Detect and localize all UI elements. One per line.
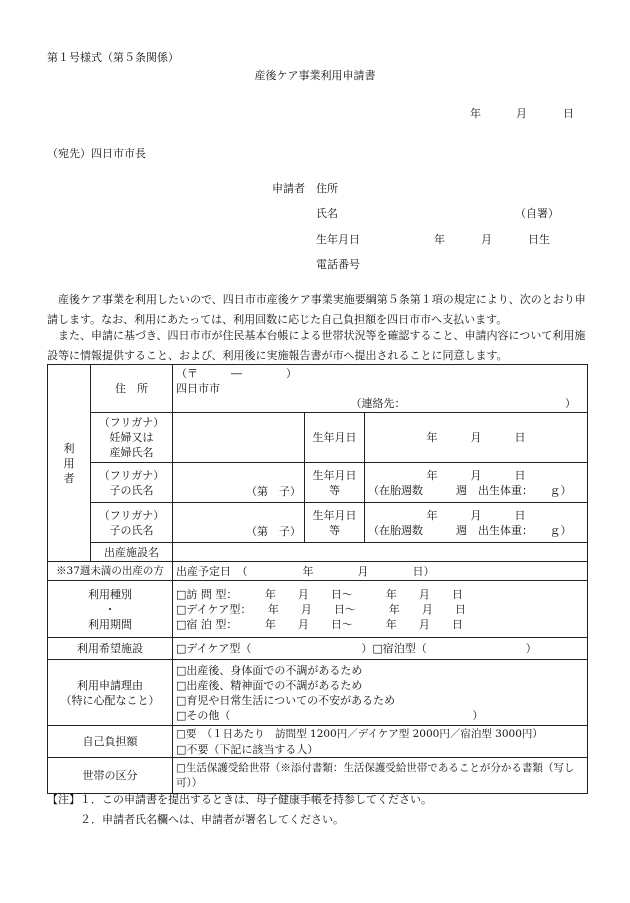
birth-facility-label: 出産施設名: [91, 543, 173, 562]
applicant-phone-label: 電話番号: [316, 258, 360, 271]
child1-birth-label: 生年月日 等: [305, 463, 365, 503]
application-table: [47, 364, 588, 794]
fee-not-required-checkbox[interactable]: □不要（下記に該当する人）: [176, 742, 319, 756]
contact-field: （連絡先： ）: [350, 397, 577, 410]
applicant-birth-day: 日生: [528, 233, 550, 246]
agreement-paragraph-2: また、申請に基づき、四日市市が住民基本台帳による世帯状況等を確認すること、申請内容について利用施設等に情報提供すること、および、利用後に実施報告書が市へ提出されることに同意します。: [47, 329, 586, 362]
due-date-field[interactable]: 出産予定日 （ 年 月 日）: [173, 562, 588, 581]
mother-birth-label: 生年月日: [305, 413, 365, 463]
household-label: 世帯の区分: [48, 758, 173, 794]
city-name: 四日市市: [176, 382, 220, 395]
applicant-name-label: 氏名: [316, 207, 338, 220]
addressee: （宛先）四日市市長: [47, 147, 146, 160]
fee-label: 自己負担額: [48, 726, 173, 758]
child1-name-label: （フリガナ） 子の氏名: [91, 463, 173, 503]
reason-anxiety-checkbox[interactable]: □育児や日常生活についての不安があるため: [176, 693, 396, 707]
date-month: 月: [516, 107, 527, 120]
child2-gestation: （在胎週数 週 出生体重： ｇ）: [368, 523, 572, 537]
address-label: 住 所: [91, 365, 173, 413]
page-title: 産後ケア事業利用申請書: [254, 69, 376, 82]
note-2: ２．申請者氏名欄へは、申請者が署名してください。: [47, 813, 344, 826]
applicant-label: 申請者: [272, 182, 305, 195]
reason-physical-checkbox[interactable]: □出産後、身体面での不調があるため: [176, 663, 363, 677]
fee-required-checkbox[interactable]: □要 （１日あたり 訪問型 1200円／デイケア型 2000円／宿泊型 3000円）: [176, 727, 543, 740]
mother-name-cell[interactable]: [173, 413, 305, 463]
user-label: [48, 365, 91, 562]
child1-birth-date: 年 月 日: [426, 468, 526, 482]
usage-type-cell: [173, 581, 588, 638]
child2-birth-cell[interactable]: [365, 503, 588, 543]
visit-type-checkbox[interactable]: □訪 問 型： 年 月 日～ 年 月 日: [176, 587, 463, 601]
date-year: 年: [470, 107, 481, 120]
preferred-facility-label: 利用希望施設: [48, 638, 173, 660]
child2-birth-label: 生年月日 等: [305, 503, 365, 543]
form-number: 第１号様式（第５条関係）: [47, 51, 179, 64]
child1-birth-cell[interactable]: [365, 463, 588, 503]
child1-gestation: （在胎週数 週 出生体重： ｇ）: [368, 483, 572, 497]
reason-label: 利用申請理由 （特に心配なこと）: [48, 660, 173, 726]
applicant-birth-month: 月: [481, 233, 492, 246]
signature-note: （自署）: [515, 207, 559, 220]
reason-other-checkbox[interactable]: □その他（ ）: [176, 708, 484, 722]
child2-name-label: （フリガナ） 子の氏名: [91, 503, 173, 543]
household-checkbox[interactable]: □生活保護受給世帯（※添付書類：生活保護受給世帯であることが分かる書類（写し可））: [173, 758, 588, 794]
stay-type-checkbox[interactable]: □宿 泊 型： 年 月 日～ 年 月 日: [176, 617, 463, 631]
before-37-weeks-label: ※37週未満の出産の方: [48, 562, 173, 581]
note-1: 【注】１．この申請書を提出するときは、母子健康手帳を持参してください。: [47, 793, 432, 806]
daycare-type-checkbox[interactable]: □デイケア型： 年 月 日～ 年 月 日: [176, 602, 466, 616]
applicant-birth-label: 生年月日: [316, 233, 360, 246]
user-label-text: 利 用 者: [63, 441, 75, 485]
fee-cell: [173, 726, 588, 758]
usage-type-label: 利用種別 ・ 利用期間: [48, 581, 173, 638]
mother-birth-date[interactable]: 年 月 日: [365, 413, 588, 463]
agreement-paragraph-1: 産後ケア事業を利用したいので、四日市市産後ケア事業実施要綱第５条第１項の規定により、次のとおり申請します。なお、利用にあたっては、利用回数に応じた自己負担額を四日市市へ支払います。: [47, 293, 586, 326]
child2-order[interactable]: （第 子）: [173, 503, 305, 543]
mother-name-label: （フリガナ） 妊婦又は 産婦氏名: [91, 413, 173, 463]
applicant-birth-year: 年: [434, 233, 445, 246]
birth-facility-cell[interactable]: [173, 543, 588, 562]
reason-mental-checkbox[interactable]: □出産後、精神面での不調があるため: [176, 678, 363, 692]
reason-cell: [173, 660, 588, 726]
applicant-address-label: 住所: [316, 182, 338, 195]
child2-birth-date: 年 月 日: [426, 508, 526, 522]
postal-code: （〒 ― ）: [176, 367, 297, 380]
address-cell[interactable]: [173, 365, 588, 413]
child1-order[interactable]: （第 子）: [173, 463, 305, 503]
date-day: 日: [563, 107, 574, 120]
preferred-facility-field[interactable]: □デイケア型（ ）□宿泊型（ ）: [173, 638, 588, 660]
